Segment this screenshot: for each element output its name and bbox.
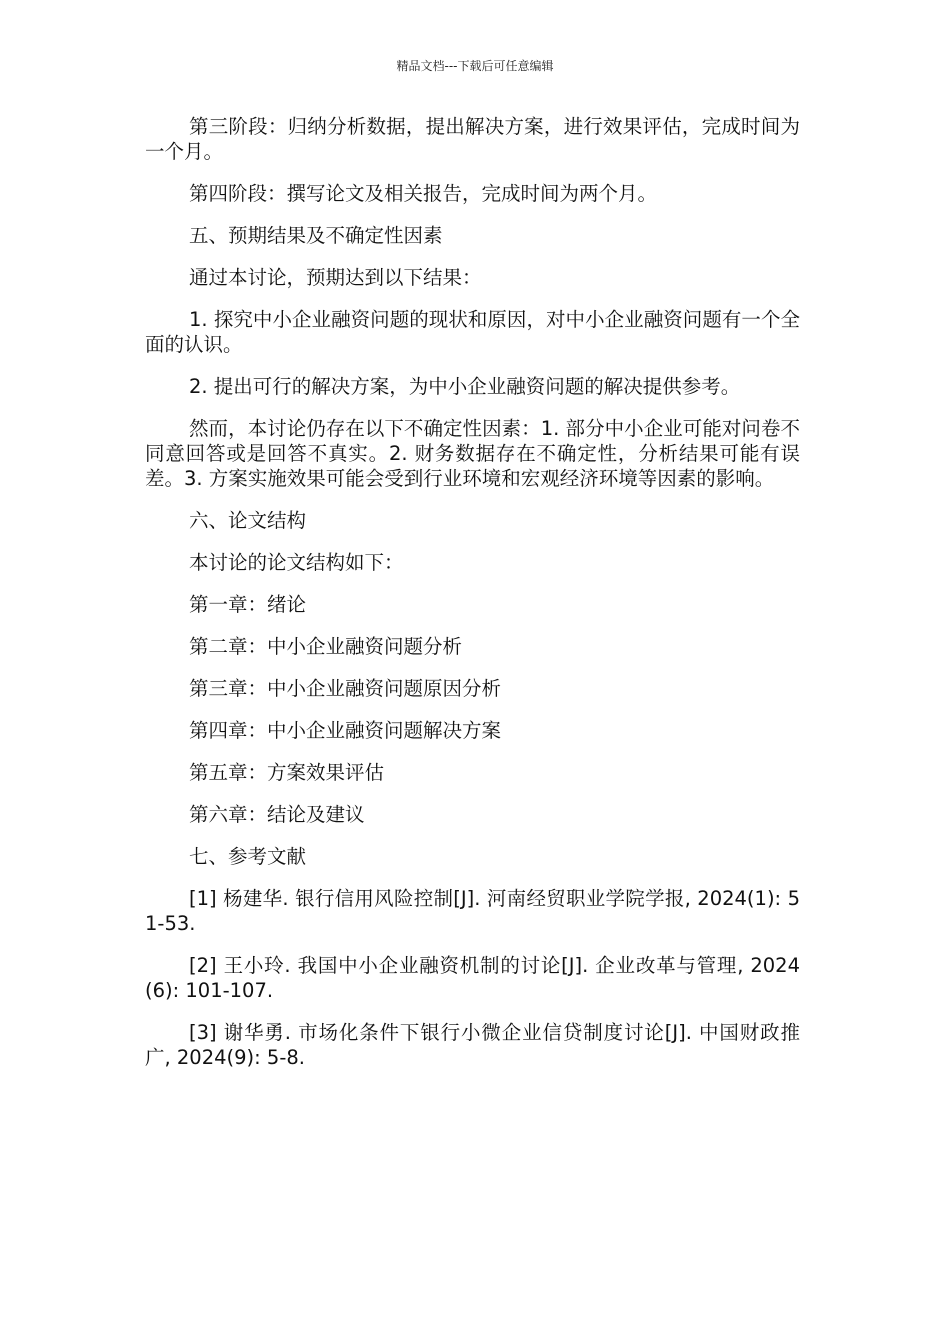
page-header: 精品文档---下载后可任意编辑 bbox=[396, 59, 554, 73]
reference-3: [3] 谢华勇. 市场化条件下银行小微企业信贷制度讨论[J]. 中国财政推广, 2024(9): 5-8. bbox=[145, 1021, 800, 1069]
reference-2: [2] 王小玲. 我国中小企业融资机制的讨论[J]. 企业改革与管理, 2024(6): 101-107. bbox=[145, 954, 800, 1002]
paragraph-uncertainty: 然而，本讨论仍存在以下不确定性因素：1. 部分中小企业可能对问卷不同意回答或是回答不真实。2. 财务数据存在不确定性，分析结果可能有误差。3. 方案实施效果可能会受到行业环境和宏观经济环境等因素的影响。 bbox=[145, 417, 800, 490]
chapter-5: 第五章：方案效果评估 bbox=[189, 761, 385, 784]
paragraph-structure-intro: 本讨论的论文结构如下： bbox=[189, 551, 404, 574]
reference-1: [1] 杨建华. 银行信用风险控制[J]. 河南经贸职业学院学报, 2024(1): 51-53. bbox=[145, 887, 800, 935]
list-item-result-2: 2. 提出可行的解决方案，为中小企业融资问题的解决提供参考。 bbox=[189, 375, 741, 398]
chapter-6: 第六章：结论及建议 bbox=[189, 803, 365, 826]
document-body bbox=[145, 114, 800, 1087]
paragraph-stage-three: 第三阶段：归纳分析数据，提出解决方案，进行效果评估，完成时间为一个月。 bbox=[145, 115, 800, 163]
chapter-2: 第二章：中小企业融资问题分析 bbox=[189, 635, 463, 658]
section-heading-references: 七、参考文献 bbox=[189, 845, 307, 868]
chapter-3: 第三章：中小企业融资问题原因分析 bbox=[189, 677, 502, 700]
chapter-1: 第一章：绪论 bbox=[189, 593, 307, 616]
list-item-result-1: 1. 探究中小企业融资问题的现状和原因，对中小企业融资问题有一个全面的认识。 bbox=[145, 308, 800, 356]
paragraph-stage-four: 第四阶段：撰写论文及相关报告，完成时间为两个月。 bbox=[189, 182, 658, 205]
paragraph-results-intro: 通过本讨论，预期达到以下结果： bbox=[189, 266, 482, 289]
section-heading-structure: 六、论文结构 bbox=[189, 509, 307, 532]
section-heading-expected-results: 五、预期结果及不确定性因素 bbox=[189, 224, 443, 247]
chapter-4: 第四章：中小企业融资问题解决方案 bbox=[189, 719, 502, 742]
